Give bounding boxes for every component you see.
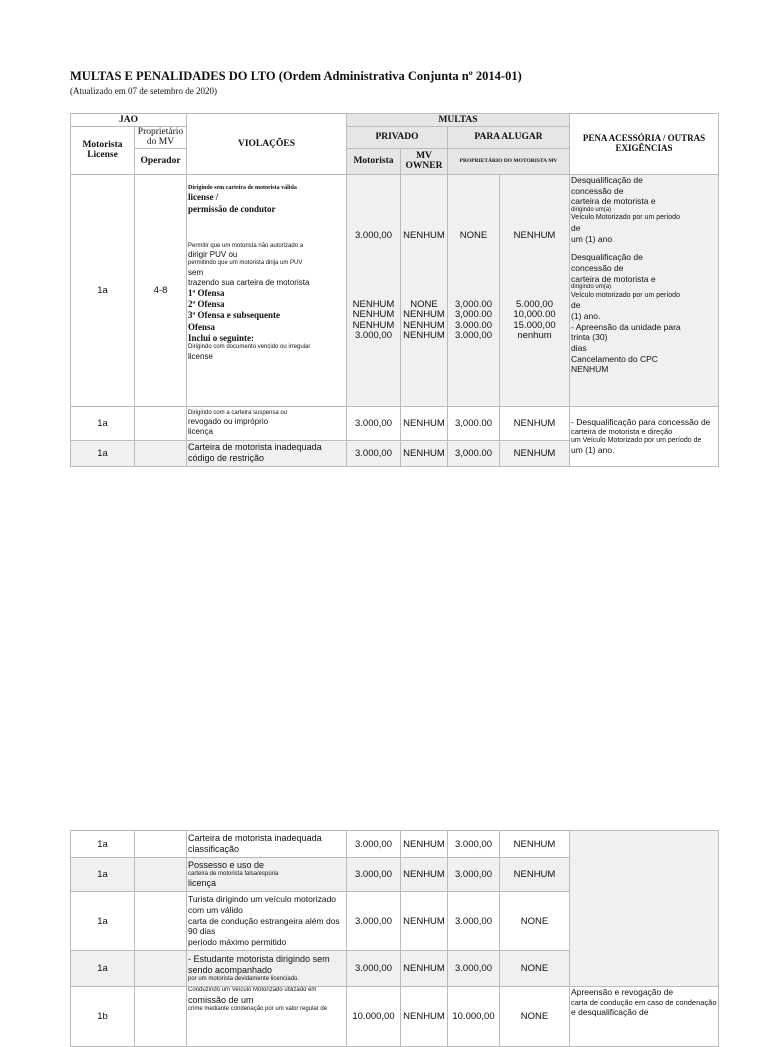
violation-text: Dirigindo com a carteira suspensa ou revogado ou impróprio licença bbox=[187, 406, 347, 440]
fine-motorista: 3.000,00 bbox=[347, 406, 401, 440]
fine-motorista: 3.000,00 bbox=[347, 892, 401, 951]
penalty-text: Apreensão e revogação de carta de condução em caso de condenação e desqualificação de bbox=[570, 987, 719, 1047]
fine-motorista: 3.000,00 bbox=[347, 858, 401, 892]
table-row bbox=[71, 831, 719, 858]
fine-proprietario: 3.000,00 bbox=[448, 892, 500, 951]
header-multas: MULTAS bbox=[347, 114, 570, 127]
violation-text: Dirigindo sem carteira de motorista válida license / permissão de condutor Permitir que um motorista não autorizado a dirigir PUV ou permitindo que um motorista dirija um PUV sem trazendo sua carteira de motorista 1ª Ofensa 2ª Ofensa 3ª Ofensa e subsequente Ofensa Inclui o seguinte: Dirigindo com documento vencido ou irregular license bbox=[187, 174, 347, 406]
fine-proprietario: NONE 3,000.00 3,000.00 3.000.00 3.000,00 bbox=[448, 174, 500, 406]
row-code: 1a bbox=[71, 831, 135, 858]
fine-motorista: 3.000,00 bbox=[347, 831, 401, 858]
header-para-alugar: PARA ALUGAR bbox=[448, 127, 570, 149]
row-code: 1a bbox=[71, 406, 135, 440]
fine-motorista: 10.000,00 bbox=[347, 987, 401, 1047]
header-mv-owner: MV OWNER bbox=[401, 148, 448, 174]
fine-mv-owner: NENHUM bbox=[401, 831, 448, 858]
fine-proprietario: 10.000,00 bbox=[448, 987, 500, 1047]
fine-mv-owner: NENHUM bbox=[401, 406, 448, 440]
header-motorista: Motorista bbox=[347, 148, 401, 174]
header-operador: Operador bbox=[135, 148, 187, 174]
fine-mv-owner: NENHUM bbox=[401, 987, 448, 1047]
table-row bbox=[71, 174, 719, 406]
fine-proprietario: 3,000.00 bbox=[448, 406, 500, 440]
row-code: 1b bbox=[71, 987, 135, 1047]
document-title: MULTAS E PENALIDADES DO LTO (Ordem Administrativa Conjunta nº 2014-01) bbox=[70, 69, 522, 83]
row-code: 1a bbox=[71, 440, 135, 466]
document-subtitle: (Atualizado em 07 de setembro de 2020) bbox=[70, 86, 217, 96]
header-violacoes: VIOLAÇÕES bbox=[187, 114, 347, 175]
fine-mv-owner: NENHUM bbox=[401, 440, 448, 466]
header-motorista-license: Motorista License bbox=[71, 127, 135, 175]
fine-motorista: 3.000,00 bbox=[347, 440, 401, 466]
fine-driver: NENHUM bbox=[500, 406, 570, 440]
violation-text: Possesso e uso de carteira de motorista falsa/espúria licença bbox=[187, 858, 347, 892]
fine-proprietario: 3.000,00 bbox=[448, 858, 500, 892]
header-proprietario-mv: Proprietário do MV bbox=[135, 127, 187, 149]
row-code: 1a bbox=[71, 892, 135, 951]
fine-proprietario: 3,000.00 bbox=[448, 440, 500, 466]
fine-proprietario: 3.000,00 bbox=[448, 831, 500, 858]
header-pena: PENA ACESSÓRIA / OUTRAS EXIGÊNCIAS bbox=[570, 114, 719, 175]
fine-mv-owner: NENHUM bbox=[401, 858, 448, 892]
fine-mv-owner: NENHUM bbox=[401, 892, 448, 951]
penalty-text: Desqualificação de concessão de carteira de motorista e dirigindo um(a) Veículo Motorizado por um período de um (1) ano Desqualificação de concessão de carteira de motorista e dirigindo um(a) Veículo motorizado por um período de (1) ano. - Apreensão da unidade para trinta (30) dias Cancelamento do CPC NENHUM bbox=[570, 174, 719, 406]
violation-text: - Estudante motorista dirigindo sem sendo acompanhado por um motorista devidamente licenciado. bbox=[187, 951, 347, 987]
fine-motorista: 3.000,00 NENHUM NENHUM NENHUM 3.000,00 bbox=[347, 174, 401, 406]
fine-driver: NONE bbox=[500, 892, 570, 951]
violation-text: Carteira de motorista inadequada código de restrição bbox=[187, 440, 347, 466]
fine-motorista: 3.000,00 bbox=[347, 951, 401, 987]
penalty-text: - Desqualificação para concessão de carteira de motorista e direção um Veículo Motorizado por um período de um (1) ano. bbox=[570, 406, 719, 466]
fine-driver: NENHUM bbox=[500, 858, 570, 892]
fines-table bbox=[70, 113, 719, 467]
fine-mv-owner: NENHUM NONE NENHUM NENHUM NENHUM bbox=[401, 174, 448, 406]
row-code: 1a bbox=[71, 951, 135, 987]
header-privado: PRIVADO bbox=[347, 127, 448, 149]
violation-text: Conduzindo um Veículo Motorizado utilizado em comissão de um crime mediante condenação por um valor regular de bbox=[187, 987, 347, 1047]
fine-driver: NONE bbox=[500, 951, 570, 987]
row-operator: 4-8 bbox=[135, 174, 187, 406]
fine-driver: NENHUM 5.000,00 10,000.00 15.000,00 nenhum bbox=[500, 174, 570, 406]
violation-text: Turista dirigindo um veículo motorizado com um válido carta de condução estrangeira além dos 90 dias período máximo permitido bbox=[187, 892, 347, 951]
header-jao: JAO bbox=[71, 114, 187, 127]
fine-proprietario: 3.000,00 bbox=[448, 951, 500, 987]
fines-table-continued bbox=[70, 830, 719, 1047]
table-row bbox=[71, 406, 719, 440]
fine-driver: NENHUM bbox=[500, 831, 570, 858]
fine-mv-owner: NENHUM bbox=[401, 951, 448, 987]
violation-text: Carteira de motorista inadequada classificação bbox=[187, 831, 347, 858]
fine-driver: NENHUM bbox=[500, 440, 570, 466]
table-row bbox=[71, 987, 719, 1047]
row-code: 1a bbox=[71, 174, 135, 406]
fine-driver: NONE bbox=[500, 987, 570, 1047]
header-proprietario-do-motorista: PROPRIETÁRIO DO MOTORISTA MV bbox=[448, 148, 570, 174]
row-code: 1a bbox=[71, 858, 135, 892]
